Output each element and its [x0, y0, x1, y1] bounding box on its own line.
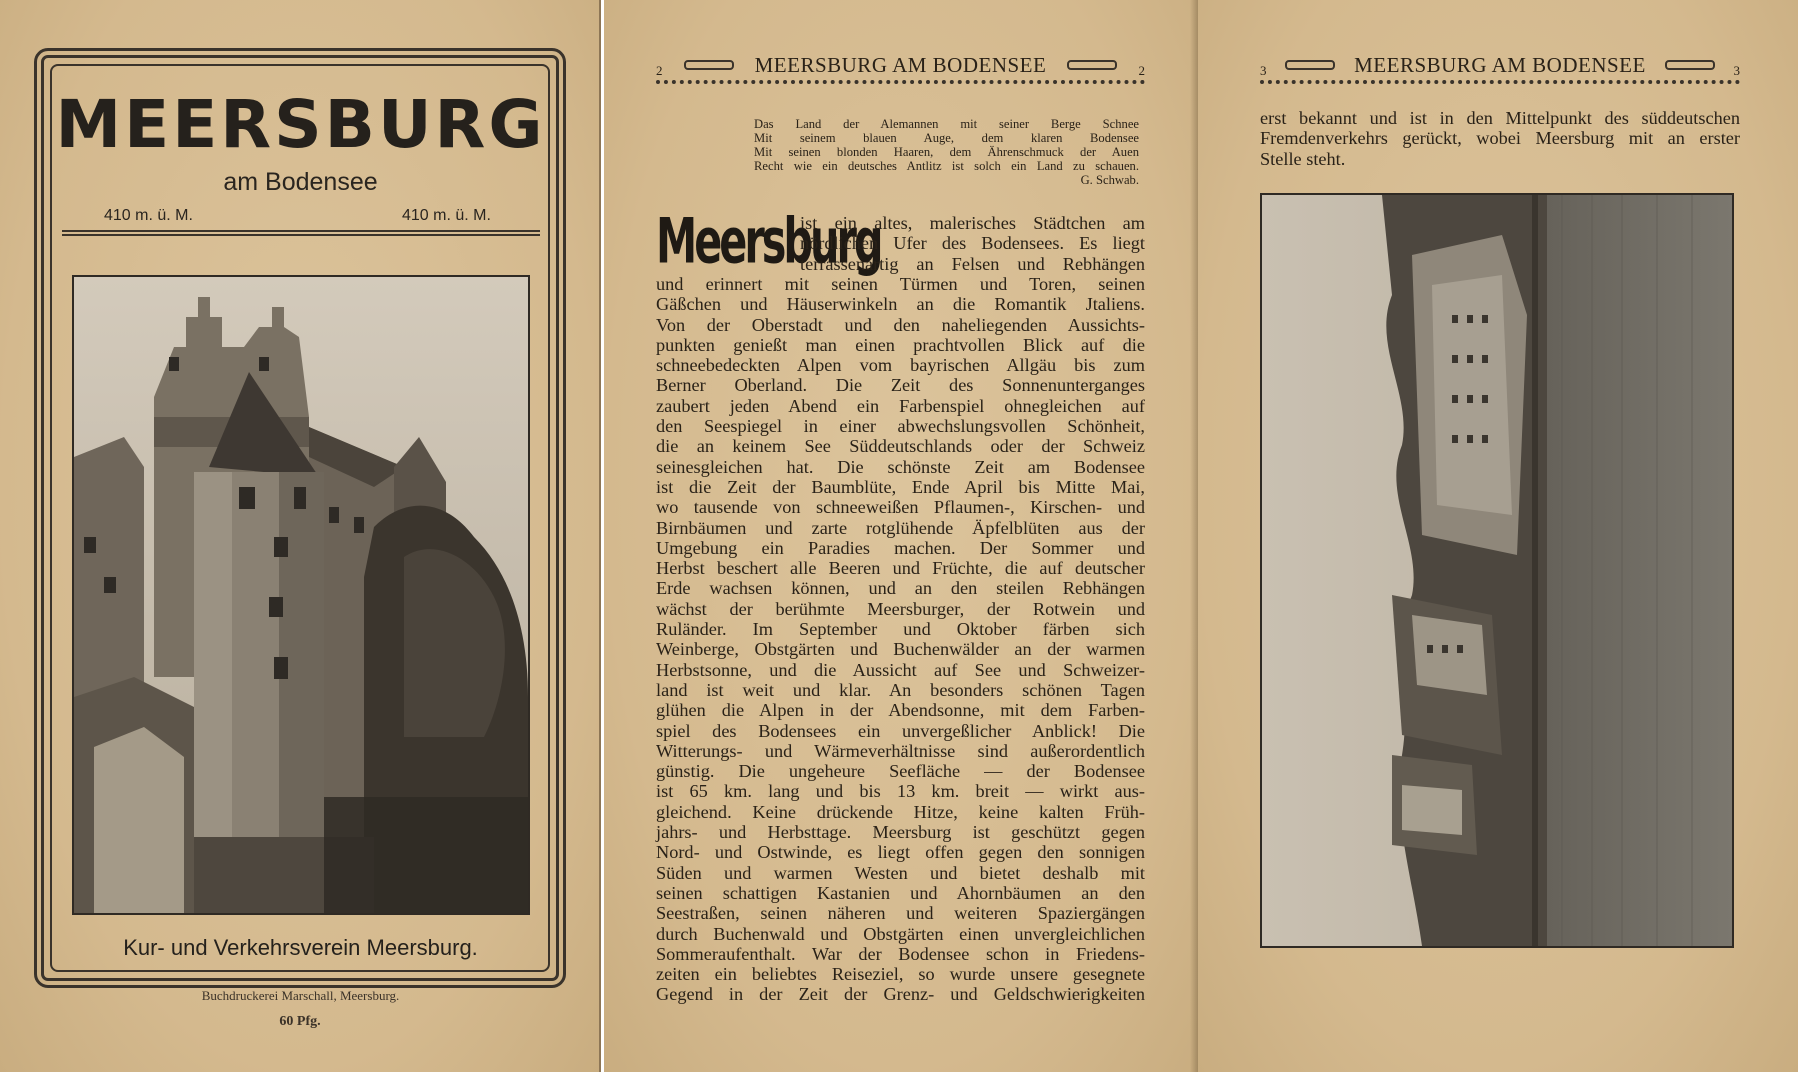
- text-line: Gäßchen und Häuserwinkeln an die Romantik Jtaliens.: [656, 294, 1145, 315]
- text-line: Süden und warmen Westen und bietet deshalb mit: [656, 862, 1145, 883]
- text-line: zaubert jeden Abend ein Farbenspiel ohnegleichen auf: [656, 395, 1145, 416]
- text-line: land ist weit und klar. An besonders schönen Tagen: [656, 679, 1145, 700]
- text-line: glühen die Alpen in der Abendsonne, mit dem Farben-: [656, 700, 1145, 721]
- text-line: Erde wachsen können, und an den steilen Rebhängen: [656, 578, 1145, 599]
- text-line: wächst der berühmte Meersburger, der Rotwein und: [656, 598, 1145, 619]
- text-line: Seestraßen, seinen näheren und weiteren Spaziergängen: [656, 903, 1145, 924]
- epigraph-line: Mit seinem blauen Auge, dem klaren Bodensee: [754, 131, 1139, 145]
- header-ornament-left: [1285, 60, 1335, 70]
- text-line: günstig. Die ungeheure Seefläche — der Bodensee: [656, 761, 1145, 782]
- text-line: durch Buchenwald und Obstgärten einen unvergleichlichen: [656, 923, 1145, 944]
- paragraph-continuation: [1260, 108, 1740, 169]
- header-dotted-rule: [656, 80, 1145, 84]
- altitude-left: 410 m. ü. M.: [104, 207, 193, 224]
- page-number-right: 3: [1733, 63, 1740, 78]
- epigraph-line: Mit seinen blonden Haaren, dem Ährenschmuck der Auen: [754, 145, 1139, 159]
- running-header: [656, 50, 1145, 80]
- text-line: schneebedeckten Alpen vom bayrischen Allgäu bis zum: [656, 355, 1145, 376]
- page-number-left: 3: [1260, 63, 1267, 78]
- text-line: Von der Oberstadt und den naheliegenden Aussichts-: [656, 314, 1145, 335]
- text-line: Ruländer. Im September und Oktober färben sich: [656, 619, 1145, 640]
- text-line: Weinberge, Obstgärten und Buchenwälder an der warmen: [656, 639, 1145, 660]
- header-ornament-right: [1665, 60, 1715, 70]
- text-line: jahrs- und Herbsttage. Meersburg ist geschützt gegen: [656, 822, 1145, 843]
- epigraph-author: G. Schwab.: [1080, 173, 1139, 187]
- text-line: gleichend. Keine drückende Hitze, keine kalten Früh-: [656, 801, 1145, 822]
- text-line: Stelle steht.: [1260, 148, 1346, 169]
- header-dotted-rule: [1260, 80, 1740, 84]
- text-line: und erinnert mit seinen Türmen und Toren, seinen: [656, 274, 1145, 294]
- running-title: MEERSBURG AM BODENSEE: [754, 52, 1047, 77]
- header-ornament-left: [684, 60, 734, 70]
- text-line: seinen schattigen Kastanien und Ahornbäumen an den: [656, 882, 1145, 903]
- header-ornament-right: [1067, 60, 1117, 70]
- text-line: ist ein altes, malerisches Städtchen am: [800, 213, 1145, 233]
- page-number-right: 2: [1138, 63, 1145, 78]
- paragraph-opening: [800, 213, 1145, 274]
- text-page-2: [604, 0, 1198, 1072]
- cover-title: MEERSBURG: [55, 86, 546, 163]
- castle-photo: [72, 275, 530, 915]
- text-line: nördlichen Ufer des Bodensees. Es liegt: [800, 233, 1145, 254]
- text-line: Witterungs- und Wärmeverhältnisse sind außerordentlich: [656, 740, 1145, 761]
- drop-cap-word: Meersburg: [656, 204, 881, 278]
- lake-shore-photo: [1260, 193, 1734, 948]
- text-line: Birnbäumen und zarte rotglühende Äpfelblüten aus der: [656, 517, 1145, 538]
- price-stamp: 60 Pfg.: [279, 1014, 321, 1029]
- text-line: seinesgleichen hat. Die schönste Zeit am Bodensee: [656, 456, 1145, 477]
- epigraph: [754, 117, 1139, 187]
- epigraph-line: Recht wie ein deutsches Antlitz ist solch ein Land zu schauen.: [754, 159, 1139, 173]
- paragraph-body: [656, 274, 1145, 1005]
- cover-publisher: Kur- und Verkehrsverein Meersburg.: [123, 935, 478, 960]
- text-line: Herbst beschert alle Beeren und Früchte, die auf deutscher: [656, 558, 1145, 579]
- cover-divider-band: [62, 230, 540, 246]
- text-line: wo tausende von schneeweißen Pflaumen-, Kirschen- und: [656, 497, 1145, 518]
- text-line: Berner Oberland. Die Zeit des Sonnenunterganges: [656, 375, 1145, 396]
- text-line: ist 65 km. lang und bis 13 km. breit — wirkt aus-: [656, 781, 1145, 802]
- text-line: Sommeraufenthalt. War der Bodensee schon in Friedens-: [656, 943, 1145, 964]
- text-line: ist die Zeit der Baumblüte, Ende April bis Mitte Mai,: [656, 476, 1145, 497]
- text-line: punkten genießt man einen prachtvollen Blick auf die: [656, 334, 1145, 355]
- lakeshore-illustration: [1262, 195, 1732, 946]
- text-line: Herbstsonne, und die Aussicht auf See und Schweizer-: [656, 659, 1145, 680]
- text-line: den Seespiegel in einer abwechslungsvollen Schönheit,: [656, 416, 1145, 437]
- text-line: Fremdenverkehrs gerückt, wobei Meersburg mit an erster: [1260, 128, 1740, 149]
- text-line: terrassenartig an Felsen und Rebhängen: [800, 253, 1145, 274]
- cover-subtitle: am Bodensee: [223, 168, 378, 196]
- text-line: zeiten ein beliebtes Reiseziel, so wurde unsere gesegnete: [656, 964, 1145, 985]
- text-line: erst bekannt und ist in den Mittelpunkt des süddeutschen: [1260, 108, 1740, 128]
- cover-page: [0, 0, 601, 1072]
- page-number-left: 2: [656, 63, 663, 78]
- castle-illustration: [74, 277, 528, 913]
- text-line: Nord- und Ostwinde, es liegt offen gegen den sonnigen: [656, 842, 1145, 863]
- epigraph-line: Das Land der Alemannen mit seiner Berge Schnee: [754, 117, 1139, 131]
- running-header: [1260, 50, 1740, 80]
- text-line: Umgebung ein Paradies machen. Der Sommer und: [656, 537, 1145, 558]
- text-line: Gegend in der Zeit der Grenz- und Geldschwierigkeiten: [656, 984, 1145, 1005]
- running-title: MEERSBURG AM BODENSEE: [1354, 52, 1646, 77]
- text-line: die an keinem See Süddeutschlands oder der Schweiz: [656, 436, 1145, 457]
- altitude-right: 410 m. ü. M.: [402, 207, 491, 224]
- text-line: spiel des Bodensees ein unvergeßlicher Anblick! Die: [656, 720, 1145, 741]
- text-page-3: [1198, 0, 1798, 1072]
- printer-credit: Buchdruckerei Marschall, Meersburg.: [201, 988, 400, 1003]
